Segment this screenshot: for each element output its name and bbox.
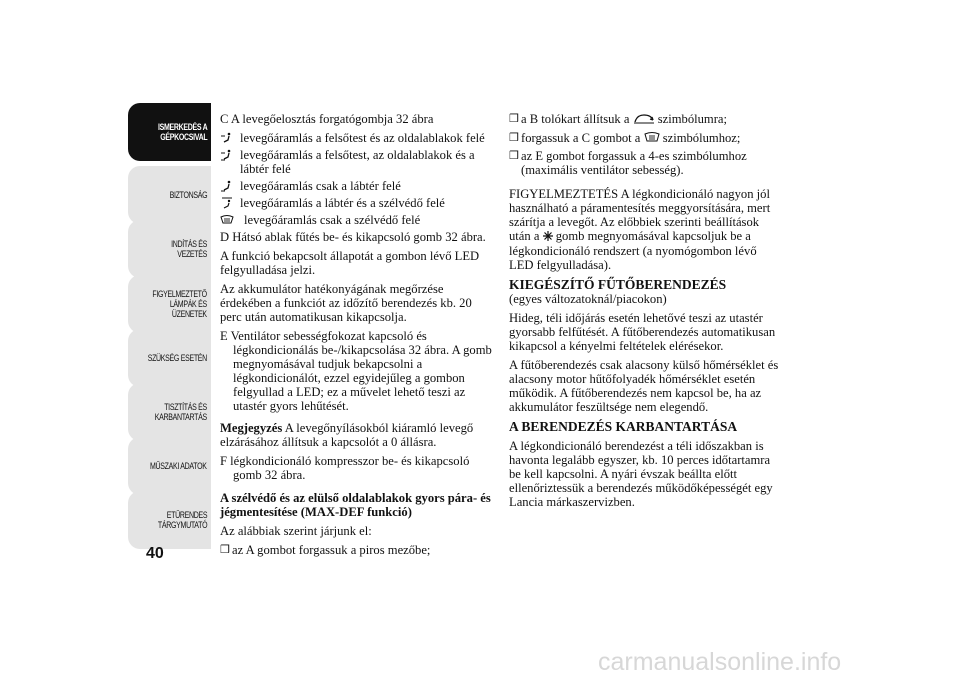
heater-paragraph-1: Hideg, téli időjárás esetén lehetővé teszi az utastér gyorsabb felfűtését. A fűtőberendezés automatikusan kikapcsol a kényelmi feltételek elérésekor. xyxy=(509,311,776,354)
sidebar-tab-szukseg[interactable]: SZÜKSÉG ESETÉN xyxy=(128,329,211,387)
step-2: ❒ a B tolókart állítsuk a szimbólumra; xyxy=(509,112,728,126)
battery-paragraph: Az akkumulátor hatékonyágának megőrzése érdekében a funkciót az időzítő berendezés kb. 20 perc után automatikusan kikapcsolja. xyxy=(220,282,472,324)
recirculation-icon xyxy=(633,113,655,128)
d-paragraph: D Hátsó ablak fűtés be- és kikapcsoló gomb 32 ábra. xyxy=(220,230,486,244)
heater-paragraph-2: A fűtőberendezés csak alacsony külső hőmérséklet és alacsony motor hűtőfolyadék hőmérséklet esetén működik. A fűtőberendezés nem kapcsol be, ha az akkumulátor feszültsége nem elegendő. xyxy=(509,358,779,415)
left-column xyxy=(220,112,492,560)
page-number: 40 xyxy=(146,545,164,562)
sidebar-tab-muszaki[interactable]: MŰSZAKI ADATOK xyxy=(128,437,211,495)
vent-feet-windscreen-icon xyxy=(220,196,240,209)
sidebar-tab-tisztitas[interactable]: TISZTÍTÁS ÉS KARBANTARTÁS xyxy=(128,383,211,441)
e-paragraph: E Ventilátor sebességfokozat kapcsoló és légkondicionálás be-/kikapcsolása 32 ábra. A gomb megnyomásával tudjuk bekapcsolni a légkondicionálót, ezzel egyidejűleg a gombon felgyullad a LED; ez a művelet lehető teszi az utastér gyors lehűtését. xyxy=(220,329,492,413)
sidebar-tab-ismerkedes[interactable]: ISMERKEDÉS A GÉPKOCSIVAL xyxy=(128,103,211,161)
ac-snowflake-icon xyxy=(543,230,553,244)
vent-face-feet-icon xyxy=(220,148,240,161)
checkbox-bullet-icon: ❒ xyxy=(509,150,519,163)
note-paragraph: Megjegyzés A levegőnyílásokból kiáramló levegő elzárásához állítsuk a kapcsolót a 0 állásra. xyxy=(220,421,474,449)
maintenance-heading: A BERENDEZÉS KARBANTARTÁSA xyxy=(509,419,738,435)
c-item-3: levegőáramlás csak a lábtér felé xyxy=(220,179,492,193)
heater-heading: KIEGÉSZÍTŐ FŰTŐBERENDEZÉS xyxy=(509,277,727,293)
maintenance-paragraph: A légkondicionáló berendezést a téli időszakban is havonta legalább egyszer, kb. 10 perces időtartamra be kell kapcsolni. A nyári évszak beállta előtt ellenőriztessük a berendezés működőképességét egy Lancia márkaszervizben. xyxy=(509,439,773,510)
c-item-2: levegőáramlás a felsőtest, az oldalablakok és a lábtér felé xyxy=(220,148,492,176)
f-paragraph: F légkondicionáló kompresszor be- és kikapcsoló gomb 32 ábra. xyxy=(220,454,470,482)
heater-subtitle: (egyes változatoknál/piacokon) xyxy=(509,292,667,307)
warning-paragraph: FIGYELMEZTETÉS A légkondicionáló nagyon jól használható a páramentesítés meggyorsítására, mert szárítja a levegőt. Az előbbiek szerinti beállítások után a gomb megnyomásával kapcsoljuk be a légkondicionáló rendszert (a nyomógombon lévő LED felgyulladása). xyxy=(509,187,771,273)
checkbox-bullet-icon: ❒ xyxy=(220,544,230,556)
c-item-1: levegőáramlás a felsőtest és az oldalablakok felé xyxy=(220,131,492,145)
right-column xyxy=(509,112,781,514)
checkbox-bullet-icon: ❒ xyxy=(509,131,519,144)
sidebar-tab-inditas[interactable]: INDÍTÁS ÉS VEZETÉS xyxy=(128,220,211,278)
d-note: A funkció bekapcsolt állapotát a gombon lévő LED felgyulladása jelzi. xyxy=(220,249,480,277)
sidebar-nav xyxy=(128,103,211,543)
maxdef-heading: A szélvédő és az elülső oldalablakok gyors pára- és jégmentesítése (MAX-DEF funkció) xyxy=(220,491,491,519)
step-3: ❒ forgassuk a C gombot a szimbólumhoz; xyxy=(509,130,741,145)
sidebar-tab-targymutato[interactable]: ETŰRENDES TÁRGYMUTATÓ xyxy=(128,491,211,549)
vent-face-icon xyxy=(220,131,240,144)
step-4: ❒ az E gombot forgassuk a 4-es szimbólumhoz (maximális ventilátor sebesség). xyxy=(509,149,747,178)
windscreen-defrost-icon xyxy=(220,213,240,226)
step-1: ❒ az A gombot forgassuk a piros mezőbe; xyxy=(220,543,431,557)
c-item-4: levegőáramlás a lábtér és a szélvédő felé xyxy=(220,196,492,210)
defrost-symbol-icon xyxy=(644,131,660,146)
c-item-5: levegőáramlás csak a szélvédő felé xyxy=(220,213,492,227)
vent-feet-icon xyxy=(220,179,240,192)
proceed-text: Az alábbiak szerint járjunk el: xyxy=(220,524,372,538)
sidebar-tab-figyelmezteto[interactable]: FIGYELMEZTETŐ LÁMPÁK ÉS ÜZENETEK xyxy=(128,275,211,333)
sidebar-tab-biztonsag[interactable]: BIZTONSÁG xyxy=(128,166,211,224)
watermark: carmanualsonline.info xyxy=(598,648,842,676)
c-intro: C A levegőelosztás forgatógombja 32 ábra xyxy=(220,112,434,126)
checkbox-bullet-icon: ❒ xyxy=(509,113,519,125)
